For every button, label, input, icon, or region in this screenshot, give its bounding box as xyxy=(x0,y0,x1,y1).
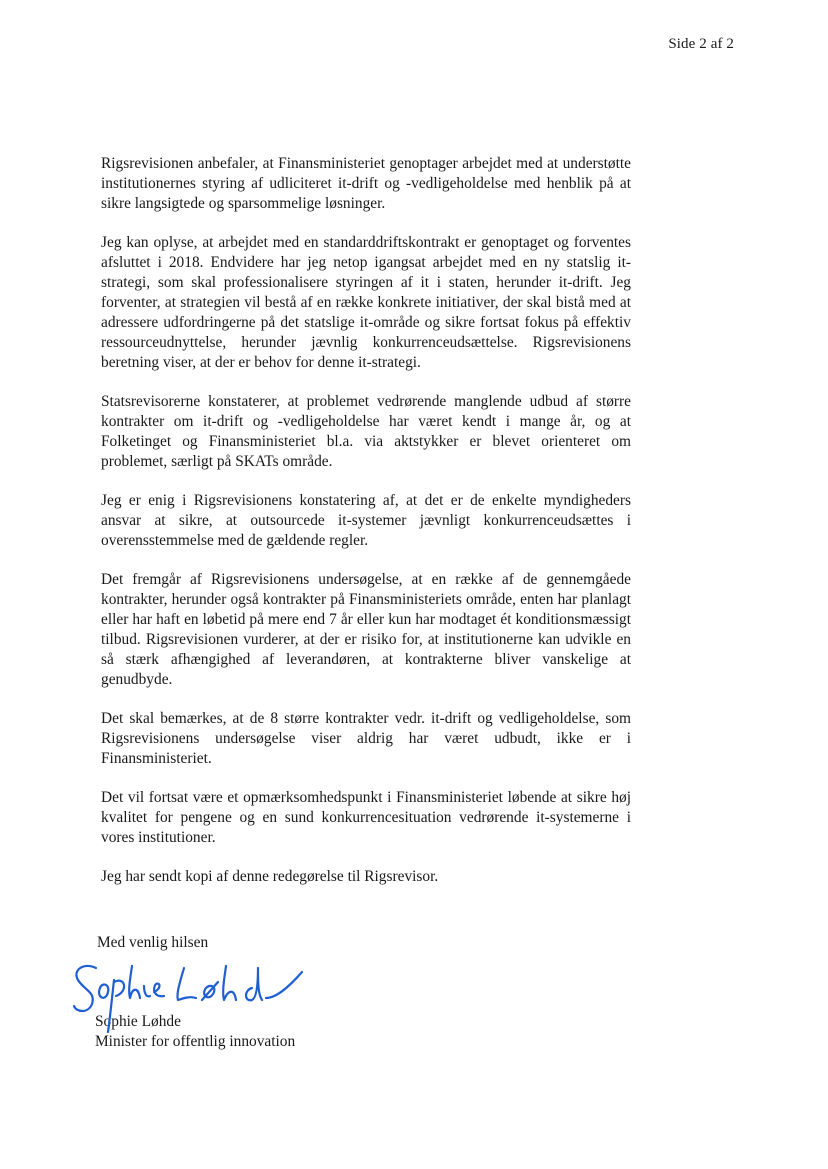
closing-salutation: Med venlig hilsen xyxy=(97,934,209,951)
paragraph: Jeg er enig i Rigsrevisionens konstatering af, at det er de enkelte myndigheders ansvar at sikre, at outsourcede it-systemer jævnligt konkurrenceudsættes i overensstemmelse med de gældende regler. xyxy=(101,492,631,549)
paragraph: Jeg har sendt kopi af denne redegørelse til Rigsrevisor. xyxy=(101,868,439,885)
paragraph: Det skal bemærkes, at de 8 større kontrakter vedr. it-drift og vedligeholdelse, som Rigsrevisionens undersøgelse viser aldrig har været udbudt, ikke er i Finansministeriet. xyxy=(101,710,631,767)
page-number: Side 2 af 2 xyxy=(668,36,734,52)
paragraph: Rigsrevisionen anbefaler, at Finansministeriet genoptager arbejdet med at understøtte institutionernes styring af udliciteret it-drift og -vedligeholdelse med henblik på at sikre langsigtede og sparsommelige løsninger. xyxy=(101,155,631,212)
paragraph: Det vil fortsat være et opmærksomhedspunkt i Finansministeriet løbende at sikre høj kvalitet for pengene og en sund konkurrencesituation vedrørende it-systemerne i vores institutioner. xyxy=(101,789,631,846)
signer-name: Sophie Løhde xyxy=(95,1013,181,1030)
letter-body xyxy=(101,154,631,906)
handwritten-signature xyxy=(66,958,306,1034)
signer-title: Minister for offentlig innovation xyxy=(95,1033,296,1050)
paragraph: Det fremgår af Rigsrevisionens undersøgelse, at en række af de gennemgåede kontrakter, herunder også kontrakter på Finansministeriets område, enten har planlagt eller har haft en løbetid på mere end 7 år eller kun har modtaget ét konditionsmæssigt tilbud. Rigsrevisionen vurderer, at der er risiko for, at institutionerne kan udvikle en så stærk afhængighed af leverandøren, at kontrakterne bliver vanskelige at genudbyde. xyxy=(101,571,631,688)
paragraph: Statsrevisorerne konstaterer, at problemet vedrørende manglende udbud af større kontrakter om it-drift og -vedligeholdelse har været kendt i mange år, og at Folketinget og Finansministeriet bl.a. via aktstykker er blevet orienteret om problemet, særligt på SKATs område. xyxy=(101,393,631,470)
paragraph: Jeg kan oplyse, at arbejdet med en standarddriftskontrakt er genoptaget og forventes afsluttet i 2018. Endvidere har jeg netop igangsat arbejdet med en ny statslig it-strategi, som skal professionalisere styringen af it i staten, herunder it-drift. Jeg forventer, at strategien vil bestå af en række konkrete initiativer, der skal bistå med at adressere udfordringerne på det statslige it-område og sikre fortsat fokus på effektiv ressourceudnyttelse, herunder jævnlig konkurrenceudsættelse. Rigsrevisionens beretning viser, at der er behov for denne it-strategi. xyxy=(101,234,631,371)
